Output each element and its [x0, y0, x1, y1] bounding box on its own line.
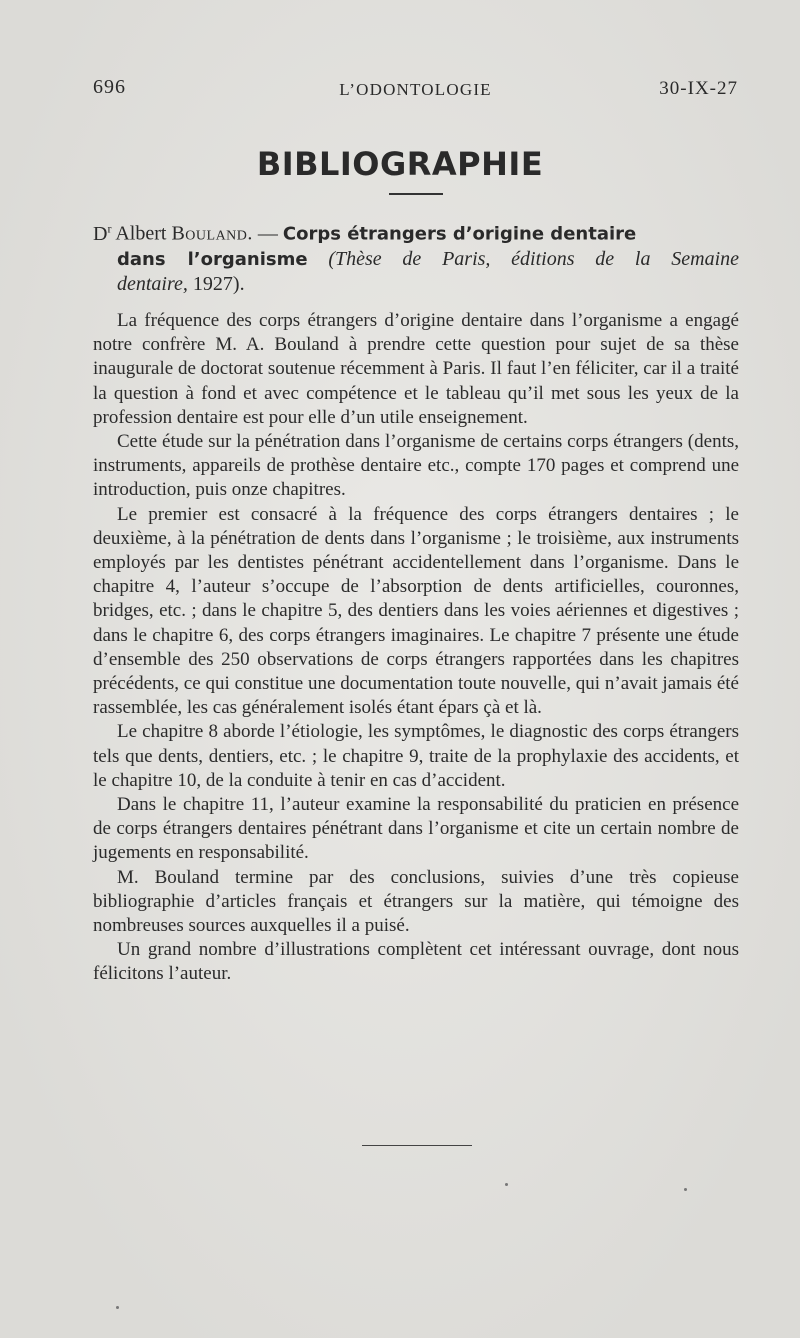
citation-line-3 [93, 272, 739, 297]
paragraph-1: La fréquence des corps étrangers d’origine dentaire dans l’organisme a engagé notre confrère M. A. Bouland à prendre cette question pour sujet de sa thèse inaugurale de doctorat soutenue récemment à Paris. Il faut l’en féliciter, car il a traité la question à fond et avec compétence et le tableau qu’il met sous les yeux de la profession dentaire est pour elle d’un utile enseignement. [93, 310, 739, 428]
citation-line-2 [93, 247, 739, 272]
title-rule [389, 193, 443, 195]
work-title-part-1: Corps étrangers d’origine dentaire [282, 223, 637, 245]
journal-title: L’ODONTOLOGIE [339, 80, 492, 99]
publication-info: (Thèse de Paris, éditions de la Semaine [328, 247, 739, 270]
issue-date: 30-IX-27 [659, 78, 738, 99]
end-rule [362, 1145, 472, 1146]
publication-info-2: dentaire, [117, 272, 188, 295]
section-title: BIBLIOGRAPHIE [256, 145, 544, 183]
paper-speck [505, 1183, 508, 1186]
citation-dash: — [252, 222, 283, 245]
author-title: $D^r$ [93, 221, 112, 245]
paper-speck [116, 1306, 119, 1309]
author-last-name: Bouland. [171, 222, 253, 245]
author-first-name: Albert [111, 222, 172, 245]
paragraph-6: M. Bouland termine par des conclusions, suivies d’une très copieuse bibliographie d’articles français et étrangers sur la matière, qui témoigne des nombreuses sources auxquelles il a puisé. [93, 866, 739, 937]
citation-line-1 [93, 216, 739, 247]
work-title-part-2: dans l’organisme [117, 248, 308, 270]
review-body [93, 309, 739, 987]
running-head [93, 74, 738, 104]
paragraph-5: Dans le chapitre 11, l’auteur examine la responsabilité du praticien en présence de corps étrangers dentaires pénétrant dans l’organisme et cite un certain nombre de jugements en responsabilité. [93, 794, 739, 864]
paper-speck [684, 1188, 687, 1191]
citation [93, 216, 739, 297]
paragraph-4: Le chapitre 8 aborde l’étiologie, les symptômes, le diagnostic des corps étrangers tels que dents, dentiers, etc. ; le chapitre 9, traite de la prophylaxie des accidents, et le chapitre 10, de la conduite à tenir en cas d’accident. [93, 721, 739, 791]
paragraph-7: Un grand nombre d’illustrations complètent cet intéressant ouvrage, dont nous félicitons l’auteur. [93, 939, 739, 985]
paragraph-2: Cette étude sur la pénétration dans l’organisme de certains corps étrangers (dents, instruments, appareils de prothèse dentaire etc., compte 170 pages et comprend une introduction, puis onze chapitres. [93, 431, 739, 501]
page-number: 696 [93, 76, 126, 98]
publication-year: 1927). [187, 272, 245, 295]
paragraph-3: Le premier est consacré à la fréquence des corps étrangers dentaires ; le deuxième, à la pénétration de dents dans l’organisme ; le troisième, aux instruments employés par les dentistes pénétrant accidentellement dans l’organisme. Dans le chapitre 4, l’auteur s’occupe de l’absorption de dents artificielles, couronnes, bridges, etc. ; dans le chapitre 5, des dentiers dans les voies aériennes et digestives ; dans le chapitre 6, des corps étrangers imaginaires. Le chapitre 7 présente une étude d’ensemble des 250 observations de corps étrangers rapportées dans les chapitres précédents, ce qui constitue une documentation toute nouvelle, qui n’avait jamais été rassemblée, les cas généralement isolés étant épars çà et là. [93, 503, 739, 719]
